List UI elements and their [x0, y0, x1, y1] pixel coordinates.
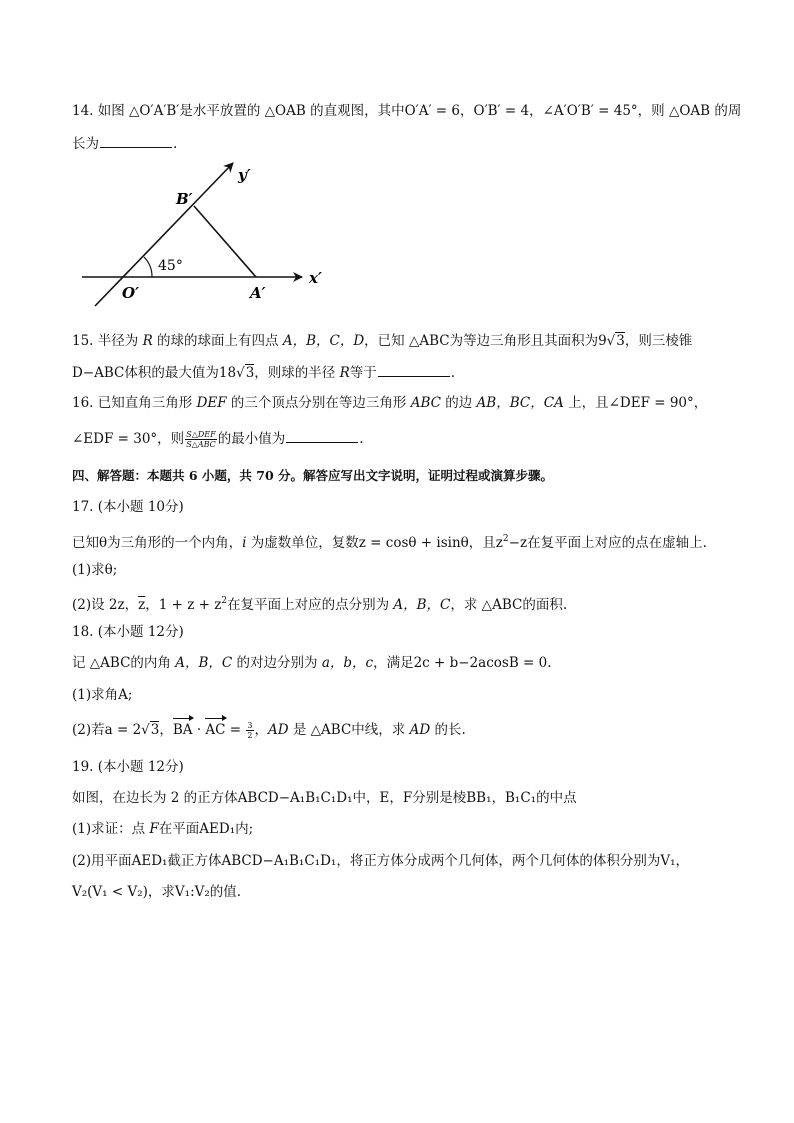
q16-period: .	[359, 431, 364, 447]
q15-period: .	[450, 365, 456, 381]
frac-num: S△DEF	[186, 430, 216, 439]
q15-sqrt: 3	[616, 333, 625, 349]
q15-R: R	[142, 333, 153, 349]
q17-text-f: 在复平面上对应的点分别为	[227, 597, 394, 613]
label-y: y′	[238, 166, 251, 184]
q16-line1	[72, 393, 722, 413]
area-ratio-fraction	[185, 430, 217, 449]
q15-line1: 15. 半径为 R 的球的球面上有四点 A，B，C，D，已知 △ABC为等边三角形且其面积为9√3，则三棱锥	[72, 333, 693, 349]
q16-text-d: 上，且∠DEF = 90°，	[563, 395, 708, 411]
q16-sides: AB，BC，CA	[476, 395, 564, 411]
q17-zbar: $\overline{z}$	[138, 597, 146, 613]
q17-text-b: 为虚数单位，复数z = cosθ + isinθ，且z	[246, 535, 503, 551]
q17-text-e: ，1 + z + z	[145, 597, 222, 613]
q19-part2-line2: V₂(V₁ < V₂)，求V₁:V₂的值.	[72, 884, 242, 900]
frac-den-2: 2	[247, 731, 253, 740]
q15-line2: D−ABC体积的最大值为18√3，则球的半径 R等于 .	[72, 362, 722, 383]
label-O: O′	[122, 284, 140, 302]
q18-text-g: 是 △ABC中线，求	[288, 722, 410, 738]
q17-part1: (1)求θ;	[72, 562, 118, 578]
label-A: A′	[250, 284, 266, 302]
q18-stem	[72, 653, 722, 673]
q17-part2	[72, 591, 722, 615]
q17-stem	[72, 529, 722, 553]
q18-angles: A，B，C	[175, 655, 233, 671]
q18-part1: (1)求角A;	[72, 687, 133, 703]
q16-text-b: 的三个顶点分别在等边三角形	[226, 395, 411, 411]
q14-figure	[70, 158, 340, 308]
q18-eq: =	[225, 722, 246, 738]
q19-text-a: (1)求证：点	[72, 821, 150, 837]
q15-text-a: 15. 半径为	[72, 333, 143, 349]
q17-text-g: ，求 △ABC的面积.	[450, 597, 568, 613]
answer-blank[interactable]	[378, 362, 450, 377]
q18-dot: ·	[192, 722, 206, 738]
q19-text-b: 在平面AED₁内;	[158, 821, 254, 837]
q16-text-e: ∠EDF = 30°，则	[72, 431, 185, 447]
q16-ABC: ABC	[410, 395, 441, 411]
q18-AD-2: AD	[409, 722, 431, 738]
angle-arc	[144, 257, 152, 277]
answer-blank[interactable]	[286, 428, 358, 443]
q15-text-b: 的球的球面上有四点	[152, 333, 283, 349]
frac-num-3: 3	[247, 721, 253, 730]
q16-text-f: 的最小值为	[217, 431, 286, 447]
segment-BA	[194, 206, 256, 277]
q18-text-e: ，	[159, 722, 173, 738]
q19-part2-line1: (2)用平面AED₁截正方体ABCD−A₁B₁C₁D₁，将正方体分成两个几何体，两个几何体的体积分别为V₁，	[72, 853, 689, 869]
q15-text-c: ，已知 △ABC为等边三角形且其面积为9	[364, 333, 607, 349]
q16-DEF: DEF	[196, 395, 227, 411]
q15-text-e: D−ABC体积的最大值为18	[72, 365, 237, 381]
q18-text-b: 的对边分别为	[232, 655, 322, 671]
label-x: x′	[309, 269, 322, 287]
q14-line1	[72, 101, 742, 121]
q19-part1	[72, 819, 722, 839]
q18-text-d: (2)若a = 2	[72, 722, 142, 738]
q18-text-a: 记 △ABC的内角	[72, 655, 176, 671]
y-axis	[95, 163, 233, 306]
q14-text-2: 长为	[72, 136, 99, 152]
frac-den: S△ABC	[186, 440, 216, 449]
q17-title: 17. (本小题 10分)	[72, 499, 184, 515]
q17-sup: 2	[502, 534, 509, 544]
section-heading: 四、解答题：本题共 6 小题，共 70 分。解答应写出文字说明，证明过程或演算步骤。	[72, 468, 554, 483]
answer-blank[interactable]	[100, 133, 172, 148]
q18-part2: (2)若a = 2√3，BA · AC = $\frac{3}{2}$ ，AD 是 △ABC中线，求 AD 的长.	[72, 721, 466, 740]
label-B: B′	[176, 190, 193, 208]
angle-label: 45°	[158, 258, 183, 274]
q15-text-f: ，则球的半径	[254, 365, 340, 381]
q17-text-d: (2)设 2z，	[72, 597, 139, 613]
q17-text-a: 已知θ为三角形的一个内角，	[72, 535, 243, 551]
q15-text-g: 等于	[349, 365, 377, 381]
q15-points: A，B，C，D	[282, 333, 365, 349]
q16-text-c: 的边	[440, 395, 477, 411]
q18-sqrt: 3	[150, 722, 160, 738]
q19-title: 19. (本小题 12分)	[72, 759, 184, 775]
q18-sides: a，b，c	[321, 655, 374, 671]
vector-AC: AC	[205, 722, 226, 738]
q18-AD: AD	[268, 722, 289, 738]
q15-R-2: R	[339, 365, 350, 381]
q18-title: 18. (本小题 12分)	[72, 624, 184, 640]
q16-line2	[72, 428, 722, 449]
fraction-three-halves	[246, 721, 253, 740]
q17-points: A，B，C	[393, 597, 451, 613]
q15-text-d: ，则三棱锥	[624, 333, 693, 349]
q19-stem: 如图，在边长为 2 的正方体ABCD−A₁B₁C₁D₁中，E，F分别是棱BB₁，B₁C₁的中点	[72, 790, 577, 806]
q14-period: .	[173, 136, 178, 152]
vector-BA: BA	[172, 722, 193, 738]
q16-text-a: 16. 已知直角三角形	[72, 395, 197, 411]
q19-F: F	[149, 821, 159, 837]
q18-text-h: 的长.	[430, 722, 466, 738]
q14-line2	[72, 133, 722, 154]
q14-text: 14. 如图 △O′A′B′是水平放置的 △OAB 的直观图，其中O′A′ = 6，O′B′ = 4，∠A′O′B′ = 45°，则 △OAB 的周	[72, 103, 742, 119]
q17-text-c: −z在复平面上对应的点在虚轴上.	[508, 535, 707, 551]
q17-i: i	[242, 535, 247, 551]
q15-sqrt-2: 3	[245, 365, 255, 381]
q18-text-c: ，满足2c + b−2acosB = 0.	[373, 655, 552, 671]
q17-sup-2: 2	[221, 596, 228, 606]
q18-text-f: ，	[254, 722, 268, 738]
